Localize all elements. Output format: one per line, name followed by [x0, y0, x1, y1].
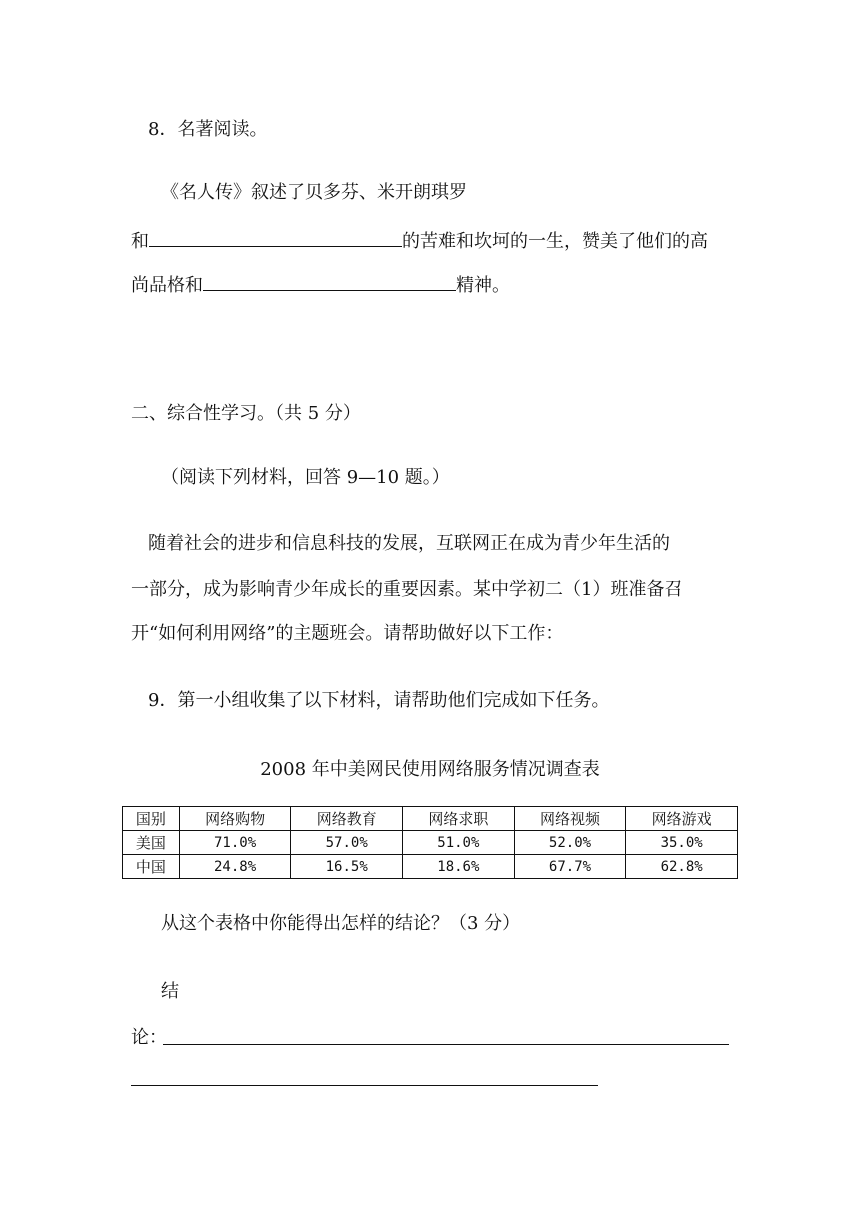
q8-line2-suffix: 的苦难和坎坷的一生，赞美了他们的高 — [402, 231, 708, 252]
section2-paragraph-line3: 开“如何利用网络”的主题班会。请帮助做好以下工作： — [131, 623, 564, 644]
table-cell: 16.5% — [291, 855, 403, 879]
table-cell: 67.7% — [514, 855, 626, 879]
table-cell: 62.8% — [626, 855, 738, 879]
table-header-cell: 网络教育 — [291, 807, 403, 831]
answer-label-part2: 论： — [131, 1027, 167, 1048]
table-cell: 52.0% — [514, 831, 626, 855]
table-header-row — [123, 807, 738, 831]
table-cell: 24.8% — [179, 855, 291, 879]
table-cell: 35.0% — [626, 831, 738, 855]
table-caption: 2008 年中美网民使用网络服务情况调查表 — [260, 759, 600, 780]
q9-question: 从这个表格中你能得出怎样的结论？（3 分） — [161, 913, 521, 934]
answer-line-1[interactable] — [163, 1044, 729, 1045]
answer-blank-2[interactable] — [203, 270, 456, 291]
q8-line3-prefix: 尚品格和 — [131, 275, 203, 296]
table-cell: 51.0% — [403, 831, 515, 855]
table-cell: 57.0% — [291, 831, 403, 855]
table-row — [123, 831, 738, 855]
table-cell-country: 美国 — [123, 831, 180, 855]
answer-blank-1[interactable] — [149, 226, 402, 247]
answer-line-2[interactable] — [131, 1085, 598, 1086]
table-header-cell: 网络购物 — [179, 807, 291, 831]
table-cell: 18.6% — [403, 855, 515, 879]
section2-instruction: （阅读下列材料，回答 9—10 题。） — [161, 467, 450, 488]
table-cell: 71.0% — [179, 831, 291, 855]
survey-table — [122, 806, 738, 879]
section2-paragraph-line1: 随着社会的进步和信息科技的发展，互联网正在成为青少年生活的 — [148, 533, 670, 554]
table-header-cell: 网络求职 — [403, 807, 515, 831]
table-header-cell: 网络游戏 — [626, 807, 738, 831]
q8-line3-suffix: 精神。 — [456, 275, 510, 296]
q8-line2 — [131, 226, 708, 255]
table-row — [123, 855, 738, 879]
section2-paragraph-line2: 一部分，成为影响青少年成长的重要因素。某中学初二（1）班准备召 — [131, 579, 683, 600]
q9-title: 9．第一小组收集了以下材料，请帮助他们完成如下任务。 — [148, 690, 610, 711]
q8-title: 8．名著阅读。 — [148, 119, 268, 140]
section2-heading: 二、综合性学习。（共 5 分） — [131, 403, 361, 424]
table-cell-country: 中国 — [123, 855, 180, 879]
q8-line3 — [131, 270, 510, 299]
table-header-cell: 网络视频 — [514, 807, 626, 831]
q8-line1: 《名人传》叙述了贝多芬、米开朗琪罗 — [161, 182, 467, 203]
answer-label-part1: 结 — [161, 981, 179, 1002]
q8-line2-prefix: 和 — [131, 231, 149, 252]
table-header-cell: 国别 — [123, 807, 180, 831]
